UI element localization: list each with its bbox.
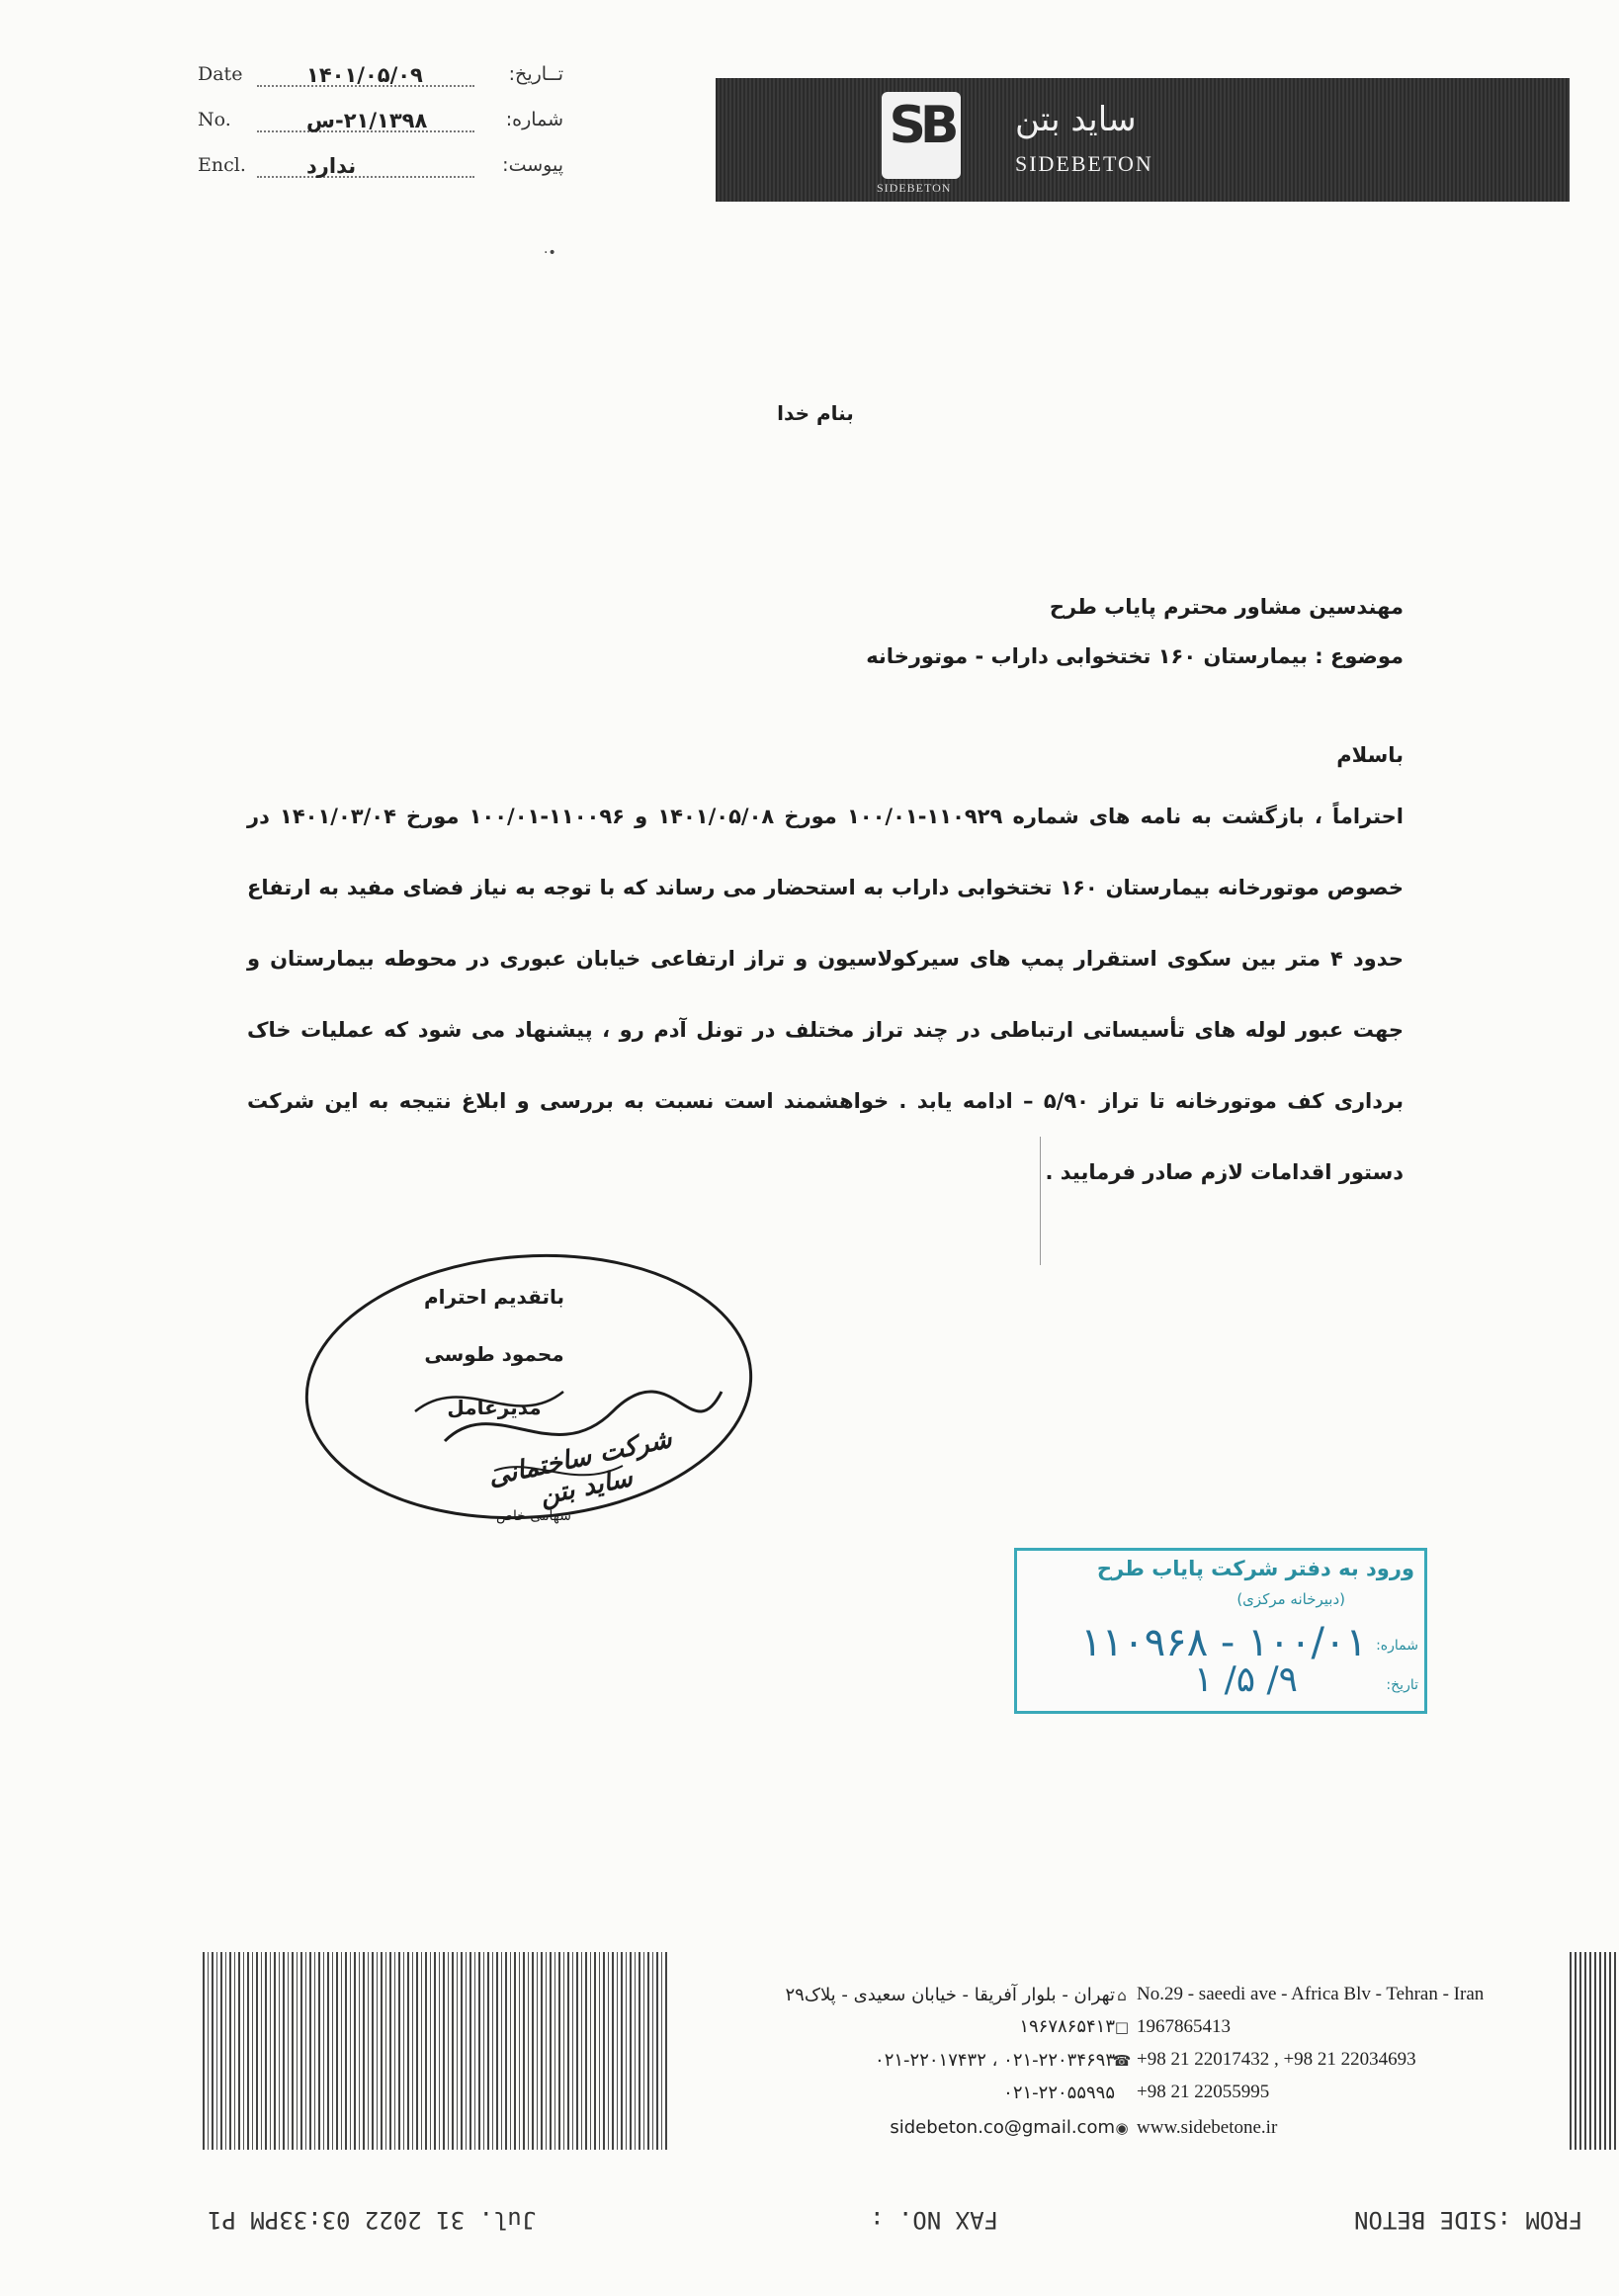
- encl-label-fa: پیوست:: [502, 154, 563, 176]
- footer-address-en: No.29 - saeedi ave - Africa Blv - Tehran - Iran: [1137, 1984, 1485, 2004]
- closing-text: باتقدیم احترام: [423, 1285, 565, 1309]
- footer-email: sidebeton.co@gmail.com: [890, 2117, 1115, 2138]
- letterhead-banner: [716, 78, 1570, 202]
- stamp-number-label: شماره:: [1376, 1638, 1418, 1654]
- footer-scan-stripes-right: [1570, 1952, 1619, 2150]
- bismillah-heading: بنام خدا: [777, 401, 854, 425]
- scan-speck: ·•: [544, 245, 556, 261]
- number-value: ۲۱/۱۳۹۸-س: [306, 109, 428, 132]
- footer-website: www.sidebetone.ir: [1137, 2117, 1278, 2138]
- addressee: مهندسین مشاور محترم پایاب طرح: [1049, 595, 1404, 619]
- footer-address-fa: تهران - بلوار آفریقا - خیابان سعیدی - پلاک۲۹: [785, 1985, 1115, 2005]
- number-label-en: No.: [198, 109, 231, 130]
- footer-postal-en: 1967865413: [1137, 2016, 1231, 2037]
- date-label-en: Date: [198, 63, 243, 85]
- letter-body: احتراماً ، بازگشت به نامه های شماره ۱۱۰۹۲۹-۱۰۰/۰۱ مورخ ۱۴۰۱/۰۵/۰۸ و ۱۱۰۰۹۶-۱۰۰/۰۱ مورخ ۱۴۰۱/۰۳/۰۴ در خصوص موتورخانه بیمارستان ۱۶۰ تختخوابی داراب به استحضار می رساند که با توجه به نیاز فضای مفید به ارتفاع حدود ۴ متر بین سکوی استقرار پمپ های سیرکولاسیون و تراز ارتفاعی خیابان عبوری در محوطه بیمارستان و جهت عبور لوله های تأسیساتی ارتباطی در چند تراز مختلف در تونل آدم رو ، پیشنهاد می شود که عملیات خاک برداری کف موتورخانه تا تراز ۵/۹۰ – ادامه یابد . خواهشمند است نسبت به بررسی و ابلاغ نتیجه به این شرکت دستور اقدامات لازم صادر فرمایید .: [247, 805, 1405, 1184]
- fax-sender: FROM :SIDE BETON: [1354, 2206, 1583, 2234]
- seal-company-name: شرکت ساختمانی ساید بتن: [485, 1424, 675, 1512]
- letter-meta: [198, 63, 583, 200]
- signer-name: محمود طوسی: [424, 1342, 564, 1366]
- brand-name-en: SIDEBETON: [1015, 151, 1153, 176]
- footer-fax-en: +98 21 22055995: [1137, 2082, 1270, 2102]
- number-row: [198, 109, 583, 154]
- received-stamp: [1014, 1548, 1427, 1714]
- footer-fax-fa: ۰۲۱-۲۲۰۵۵۹۹۵: [1003, 2083, 1115, 2103]
- footer-postal-fa: ۱۹۶۷۸۶۵۴۱۳: [1019, 2016, 1115, 2037]
- company-logo: [882, 92, 961, 179]
- date-value: ۱۴۰۱/۰۵/۰۹: [306, 63, 423, 87]
- subject-line: موضوع : بیمارستان ۱۶۰ تختخوابی داراب - موتورخانه: [866, 644, 1404, 668]
- encl-label-en: Encl.: [198, 154, 246, 176]
- footer-phones-fa: ۰۲۱-۲۲۰۳۴۶۹۳ ، ۰۲۱-۲۲۰۱۷۴۳۲: [875, 2050, 1115, 2071]
- encl-value: ندارد: [306, 154, 357, 178]
- stamp-subtitle: (دبیرخانه مرکزی): [1236, 1590, 1345, 1608]
- stamp-number: ۱۰۰/۰۱ - ۱۱۰۹۶۸: [1080, 1620, 1367, 1665]
- stamp-title: ورود به دفتر شرکت پایاب طرح: [1096, 1557, 1414, 1580]
- home-icon: ⌂: [1117, 1987, 1127, 2004]
- scan-artifact-line: [1040, 1137, 1041, 1265]
- fax-number: FAX NO. :: [870, 2206, 999, 2234]
- encl-row: [198, 154, 583, 200]
- footer-scan-stripes-left: [203, 1952, 667, 2150]
- date-label-fa: تــاریخ:: [508, 63, 563, 85]
- phone-icon: ☎: [1112, 2052, 1132, 2070]
- number-label-fa: شماره:: [505, 109, 563, 130]
- dotted-line: [257, 176, 474, 178]
- globe-icon: ◉: [1115, 2119, 1129, 2137]
- footer-phones-en: +98 21 22017432 , +98 21 22034693: [1137, 2049, 1416, 2070]
- logo-mark: SB: [889, 96, 954, 155]
- fax-datetime: Jul. 31 2022 03:33PM P1: [208, 2206, 537, 2234]
- logo-caption: SIDEBETON: [877, 181, 952, 195]
- signer-title: مدیرعامل: [447, 1396, 542, 1419]
- stamp-date: ۹/ ۵/ ۱: [1193, 1659, 1298, 1700]
- brand-name-fa: ساید بتن: [1015, 100, 1137, 139]
- seal-company-sub: سهامی خاص: [496, 1508, 571, 1524]
- date-row: [198, 63, 583, 109]
- mailbox-icon: □: [1114, 2018, 1130, 2036]
- greeting: باسلام: [1336, 743, 1404, 767]
- stamp-date-label: تاریخ:: [1386, 1677, 1418, 1693]
